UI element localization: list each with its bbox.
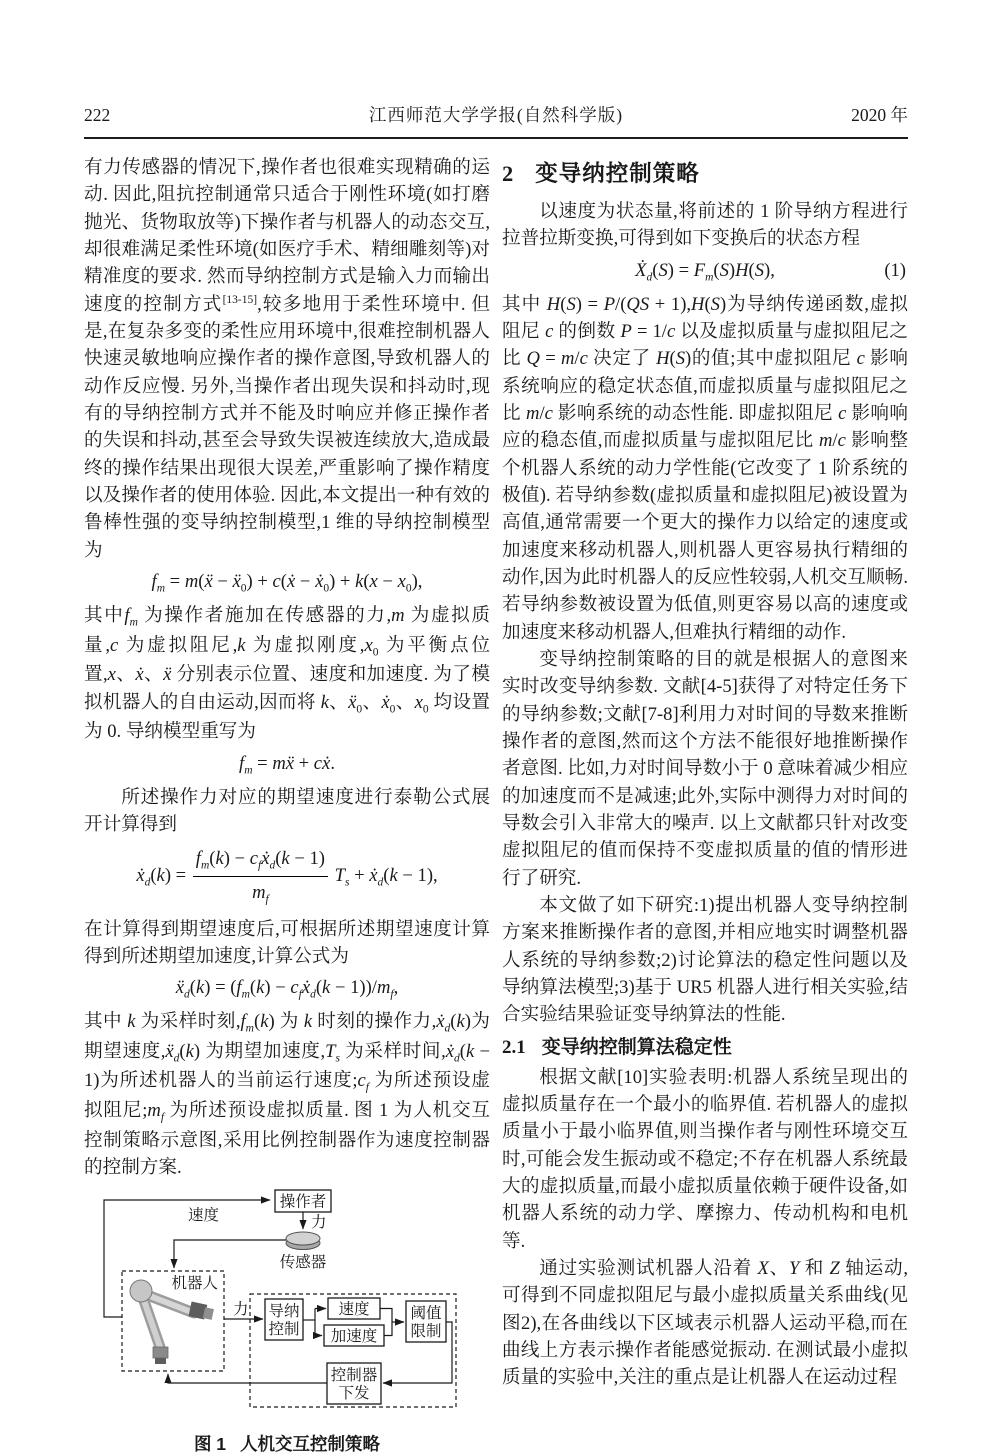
equation-simplified-model: $f_m$ = mẍ + cẋ.: [239, 752, 335, 777]
paragraph: 其中 H(S) = P/(QS + 1),H(S)为导纳传递函数,虚拟阻尼 c 的倒数 P = 1/c 以及虚拟质量与虚拟阻尼之比 Q = m/c 决定了 H(S)的值;其中虚拟阻尼 c 影响系统响应的稳定状态值,而虚拟质量与虚拟阻尼之比 m/c 影响系统的动态性能. 即虚拟阻尼 c 影响响应的稳态值,而虚拟质量与虚拟阻尼比 m/c 影响整个机器人系统的动力学性能(它改变了 1 阶系统的极值). 若导纳参数(虚拟质量和虚拟阻尼)被设置为高值,通常需要一个更大的操作力以给定的速度或加速度来移动机器人,则机器人更容易执行精细的动作,因为此时机器人的反应性较弱,人机交互顺畅. 若导纳参数被设置为低值,则更容易以高的速度或加速度来移动机器人,但难执行精细的动作.: [502, 293, 908, 643]
robot-label: 机器人: [171, 1275, 218, 1293]
paragraph: 其中$f_m$ 为操作者施加在传感器的力,m 为虚拟质量,c 为虚拟阻尼,k 为虚拟刚度$,x_0$ 为平衡点位置,x、ẋ、ẍ 分别表示位置、速度和加速度. 为了模拟机器人的自由运动,因而将 k、ẍ$_0$、ẋ$_0$、$x_0$ 均设置为 0. 导纳模型重写为: [84, 605, 490, 743]
section-number: 2: [502, 161, 514, 186]
branch-lines: [303, 1309, 326, 1336]
controller-label-2: 下发: [338, 1385, 370, 1403]
equation-state-space: [502, 256, 908, 287]
subsection-title: 变导纳控制算法稳定性: [541, 1036, 732, 1058]
velocity-box-label: 速度: [338, 1301, 370, 1319]
admittance-label-2: 控制: [268, 1321, 300, 1339]
section-title: 变导纳控制策略: [535, 161, 700, 186]
operator-label: 操作者: [279, 1193, 327, 1211]
equation-body: Ẋ$_d$(S) = $F_m(S)H(S)$,: [635, 259, 775, 284]
acceleration-box-label: 加速度: [330, 1328, 378, 1346]
page-number: 222: [84, 105, 111, 125]
robot-box: [122, 1271, 224, 1371]
journal-title: 江西师范大学学报(自然科学版): [368, 105, 624, 125]
figure-caption-text: 人机交互控制策略: [240, 1434, 381, 1455]
fraction: [193, 844, 328, 909]
admittance-control-box: [265, 1299, 303, 1340]
controller-send-box: [327, 1363, 381, 1404]
force-mid-label: 力: [233, 1301, 249, 1319]
control-strategy-diagram: [84, 1187, 490, 1429]
velocity-feedback-line: [104, 1200, 270, 1317]
paragraph: 变导纳控制策略的目的就是根据人的意图来实时改变导纳参数. 文献[4-5]获得了对特定任务下的导纳参数;文献[7-8]利用力对时间的导数来推断操作者的意图,然而这个方法不能很好地推断操作者意图. 比如,力对时间导数小于 0 意味着减少相应的加速度而不是减速;此外,实际中测得力对时间的导数会引入非常大的噪声. 以上文献都只针对改变虚拟阻尼的值而保持不变虚拟质量的值的情形进行了研究.: [502, 649, 908, 889]
paragraph: 其中 k 为采样时刻$,f_m(k)$ 为 k 时刻的操作力,ẋ$_d$(k)为期望速度,ẍ$_d$(k) 为期望加速度$,T_s$ 为采样时间,ẋ$_d$(k − 1)为所述机器人的当前运行速度$;c_f$ 为所述预设虚拟阻尼$;m_f$ 为所述预设虚拟质量. 图 1 为人机交互控制策略示意图,采用比例控制器作为速度控制器的控制方案.: [84, 1011, 490, 1179]
threshold-label-1: 阈值: [410, 1305, 442, 1323]
velocity-box: [328, 1298, 380, 1319]
subsection-number: 2.1: [502, 1036, 526, 1058]
section-heading: [502, 156, 908, 188]
force-arrow-mid: [224, 1300, 263, 1319]
sensor-icon: [280, 1232, 327, 1271]
equation-admittance-model: $f_m$ = m(ẍ − ẍ$_0$) + c(ẋ − ẋ$_0$) + $k(x - x_0)$,: [151, 570, 423, 595]
paragraph: 在计算得到期望速度后,可根据所述期望速度计算得到所述期望加速度,计算公式为: [84, 918, 490, 967]
threshold-limit-box: [406, 1301, 446, 1342]
paragraph: 通过实验测试机器人沿着 X、Y 和 Z 轴运动,可得到不同虚拟阻尼与最小虚拟质量关系曲线(见图2),在各曲线以下区域表示机器人运动平稳,而在曲线上方表示操作者能感觉振动. 在测试最小虚拟质量的实验中,关注的重点是让机器人在运动过程: [502, 1257, 908, 1389]
paragraph: 本文做了如下研究:1)提出机器人变导纳控制方案来推断操作者的意图,并相应地实时调整机器人系统的导纳参数;2)讨论算法的稳定性问题以及导纳算法模型;3)基于 UR5 机器人进行相关实验,结合实验结果验证变导纳算法的性能.: [502, 894, 908, 1026]
header-rule: [84, 137, 908, 139]
paragraph: 以速度为状态量,将前述的 1 阶导纳方程进行拉普拉斯变换,可得到如下变换后的状态方程: [502, 201, 908, 250]
figure-caption-number: 图 1: [193, 1434, 227, 1455]
equation-desired-acceleration: ẍ$_d$(k) = ($f_m(k)$ − $c_fẋ_d(k - 1))/m_f$,: [175, 977, 399, 1001]
fraction-numerator: $f_m(k)$ − $c_fẋ_d(k - 1)$: [195, 848, 325, 872]
controller-label-1: 控制器: [330, 1367, 378, 1385]
force-top-label: 力: [311, 1214, 327, 1232]
admittance-label-1: 导纳: [268, 1303, 300, 1321]
page-header: [84, 0, 908, 128]
sensor-to-robot-line: [174, 1240, 286, 1268]
force-arrow-top: [303, 1212, 327, 1231]
robot-arm-illustration: [130, 1280, 214, 1364]
equation-lhs: ẋ$_d$(k) =: [136, 865, 187, 889]
paragraph: 所述操作力对应的期望速度进行泰勒公式展开计算得到: [84, 786, 490, 835]
paragraph: 有力传感器的情况下,操作者也很难实现精确的运动. 因此,阻抗控制通常只适合于刚性环境(如打磨抛光、货物取放等)下操作者与机器人的动态交互,却很难满足柔性环境(如医疗手术、精细雕刻等)对精准度的要求. 然而导纳控制方式是输入力而输出速度的控制方式[13-15],较多地用于柔性环境中. 但是,在复杂多变的柔性应用环境中,很难控制机器人快速灵敏地响应操作者的操作意图,导致机器人的动作反应慢. 另外,当操作者出现失误和抖动时,现有的导纳控制方式并不能及时响应并修正操作者的失误和抖动,甚至会导致失误被连续放大,造成最终的操作结果出现很大误差,严重影响了操作精度以及操作者的使用体验. 因此,本文提出一种有效的鲁棒性强的变导纳控制模型,1 维的导纳控制模型为: [84, 157, 490, 561]
subsection-heading: [502, 1032, 908, 1059]
fraction-denominator: $m_f$: [193, 876, 328, 909]
acceleration-box: [324, 1325, 384, 1346]
controller-to-robot-line: [168, 1374, 327, 1383]
right-column: [502, 154, 908, 1456]
left-column: [84, 154, 490, 1456]
threshold-label-2: 限制: [410, 1323, 442, 1341]
velocity-feedback-label: 速度: [188, 1207, 220, 1225]
operator-box: [275, 1190, 331, 1212]
figure-caption: [84, 1431, 490, 1456]
equation-rhs: $T_s$ + ẋ$_d$(k − 1),: [334, 865, 438, 889]
figure-1: [84, 1187, 490, 1456]
sensor-label: 传感器: [279, 1254, 327, 1272]
equation-number: (1): [884, 260, 906, 282]
equation-desired-velocity: [84, 844, 490, 909]
two-column-body: [84, 154, 908, 1456]
paragraph: 根据文献[10]实验表明:机器人系统呈现出的虚拟质量存在一个最小的临界值. 若机器人的虚拟质量小于最小临界值,则当操作者与刚性环境交互时,可能会发生振动或不稳定;不存在机器人系统最大的虚拟质量,而最小虚拟质量依赖于硬件设备,如机器人系统的动力学、摩擦力、传动机构和电机等.: [502, 1066, 908, 1252]
publication-year: 2020 年: [851, 105, 908, 125]
